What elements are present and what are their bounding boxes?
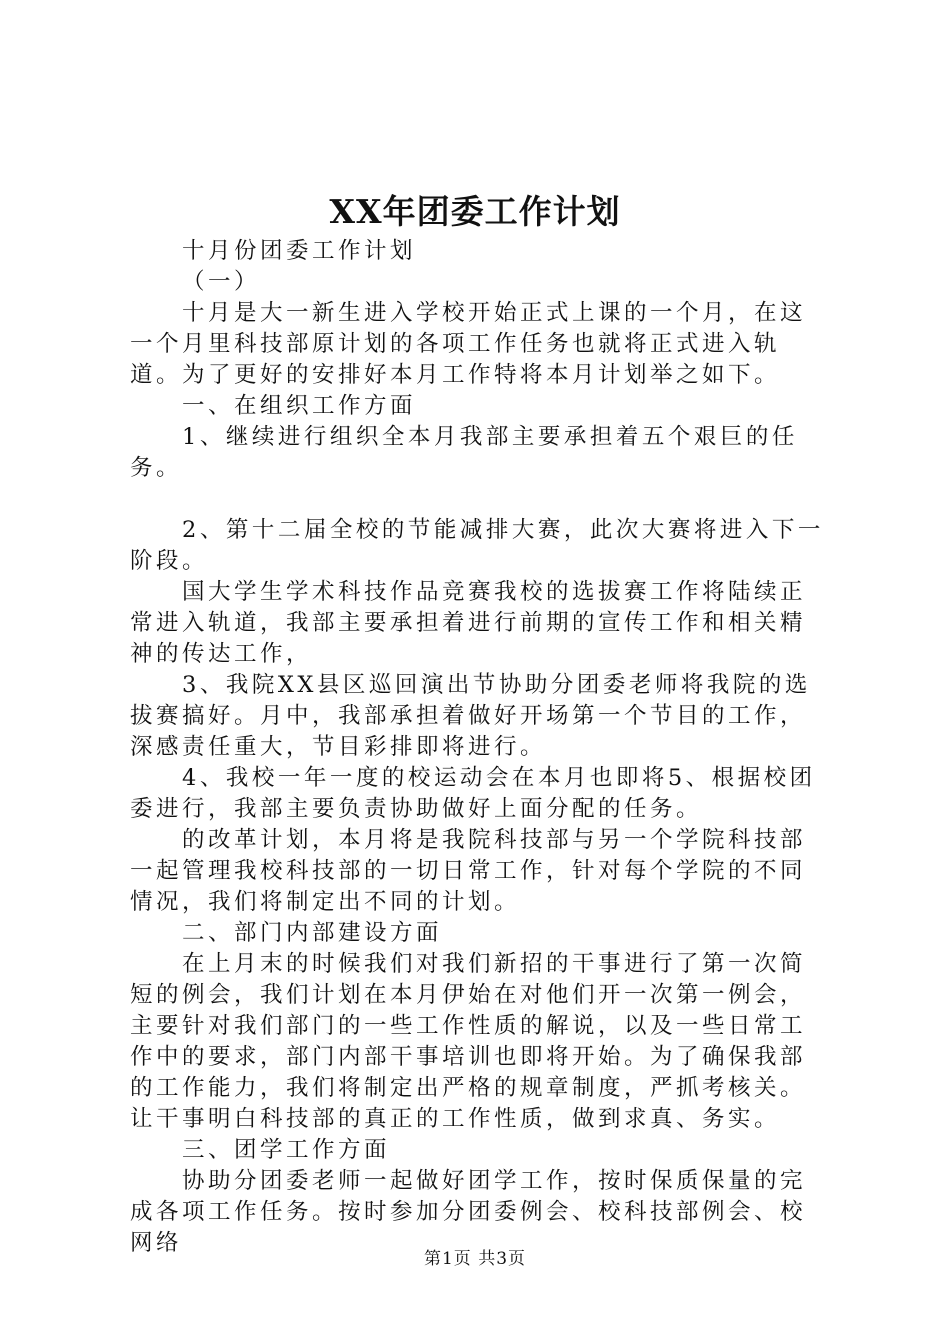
section-heading-league: 三、团学工作方面 xyxy=(182,1137,391,1163)
item-paragraph-3: 3、我院XX县区巡回演出节协助分团委老师将我院的选拔赛搞好。月中，我部承担着做好开场第一个节目的工作，深感责任重大，节目彩排即将进行。 xyxy=(130,672,811,760)
section-heading-department: 二、部门内部建设方面 xyxy=(182,920,443,946)
document-body xyxy=(130,236,830,1259)
body-paragraph-league: 协助分团委老师一起做好团学工作，按时保质保量的完成各项工作任务。按时参加分团委例会、校科技部例会、校网络 xyxy=(130,1168,807,1256)
body-paragraph-competition: 国大学生学术科技作品竞赛我校的选拔赛工作将陆续正常进入轨道，我部主要承担着进行前期的宣传工作和相关精神的传达工作， xyxy=(130,579,807,667)
body-paragraph-reform: 的改革计划，本月将是我院科技部与另一个学院科技部一起管理我校科技部的一切日常工作，针对每个学院的不同情况，我们将制定出不同的计划。 xyxy=(130,827,807,915)
section-heading-organization: 一、在组织工作方面 xyxy=(182,393,417,419)
intro-paragraph: 十月是大一新生进入学校开始正式上课的一个月，在这一个月里科技部原计划的各项工作任务也就将正式进入轨道。为了更好的安排好本月工作特将本月计划举之如下。 xyxy=(130,300,807,388)
page-footer: 第1页 共3页 xyxy=(423,1249,527,1269)
section-marker: （一） xyxy=(182,269,261,295)
document-title: XX年团委工作计划 xyxy=(329,192,621,231)
subtitle-paragraph: 十月份团委工作计划 xyxy=(182,238,417,264)
body-paragraph-department: 在上月末的时候我们对我们新招的干事进行了第一次简短的例会，我们计划在本月伊始在对他们开一次第一例会，主要针对我们部门的一些工作性质的解说，以及一些日常工作中的要求，部门内部干事培训也即将开始。为了确保我部的工作能力，我们将制定出严格的规章制度，严抓考核关。让干事明白科技部的真正的工作性质，做到求真、务实。 xyxy=(130,951,807,1132)
item-paragraph-1: 1、继续进行组织全本月我部主要承担着五个艰巨的任务。 xyxy=(130,424,798,481)
item-paragraph-2: 2、第十二届全校的节能减排大赛，此次大赛将进入下一阶段。 xyxy=(130,517,824,574)
item-paragraph-4: 4、我校一年一度的校运动会在本月也即将5、根据校团委进行，我部主要负责协助做好上面分配的任务。 xyxy=(130,765,816,822)
